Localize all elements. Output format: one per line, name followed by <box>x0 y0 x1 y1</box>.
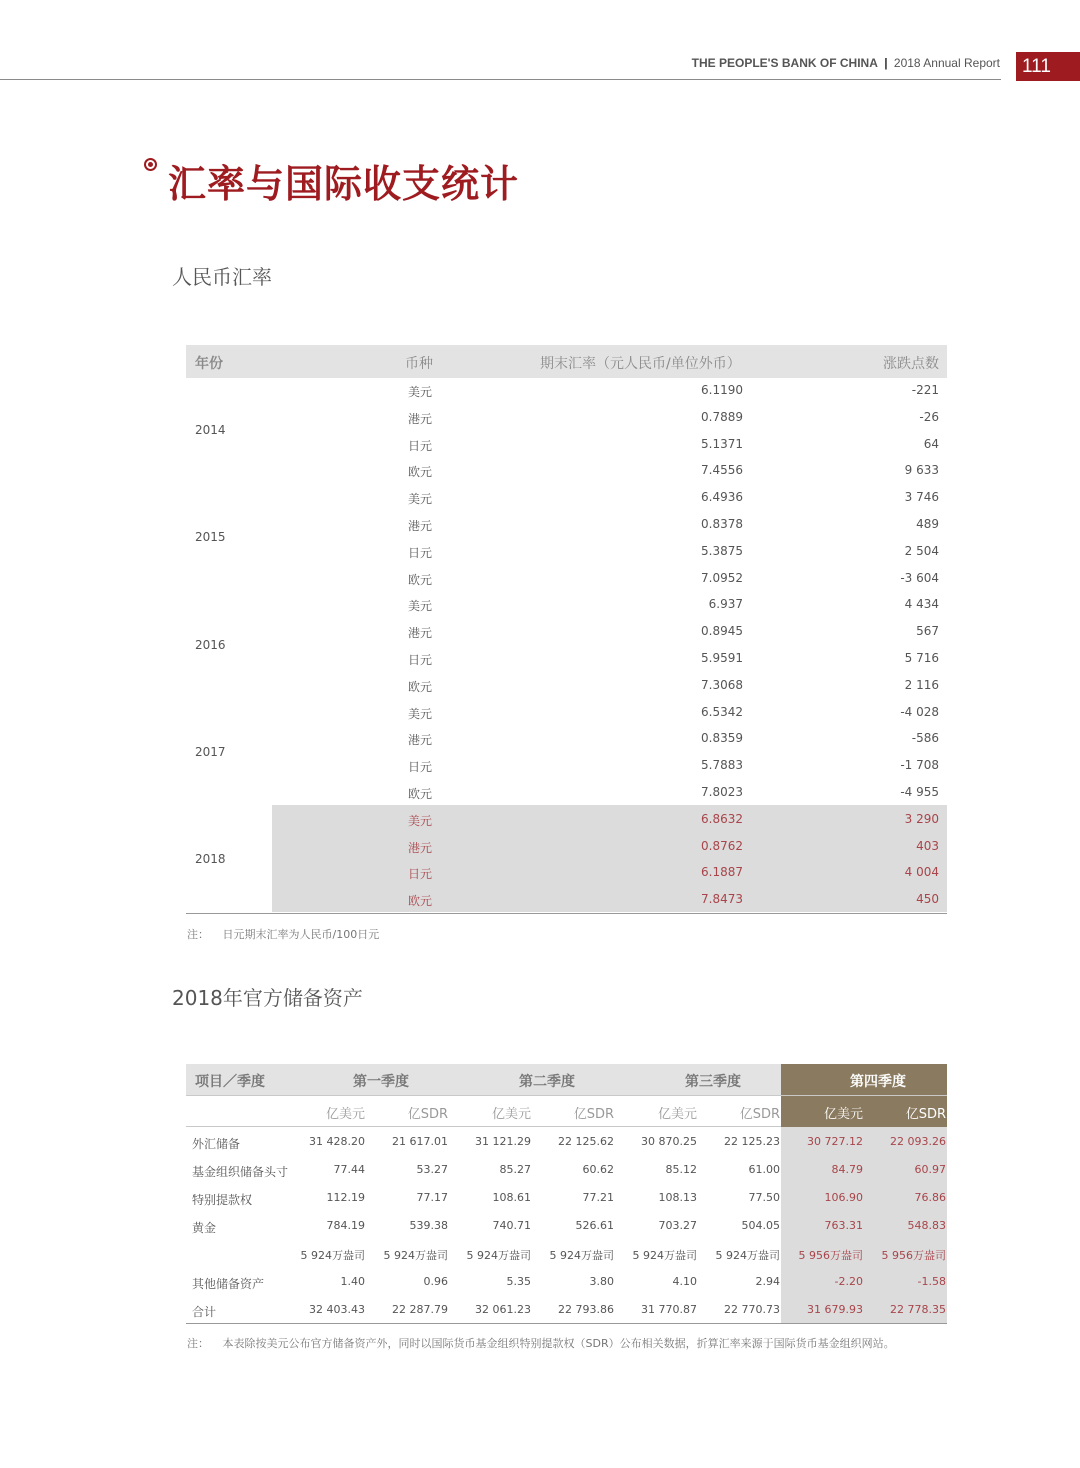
row-label: 特别提款权 <box>192 1193 253 1207</box>
year-cell: 2016 <box>195 637 226 652</box>
change-cell: -26 <box>919 409 939 424</box>
rate-cell: 6.4936 <box>701 490 743 505</box>
currency-cell: 日元 <box>408 760 433 775</box>
change-cell: 5 716 <box>904 651 939 665</box>
currency-cell: 美元 <box>408 599 433 614</box>
change-cell: -3 604 <box>900 570 939 585</box>
currency-cell: 欧元 <box>408 572 433 587</box>
value-cell: 1.40 <box>340 1275 365 1288</box>
value-cell: 77.21 <box>582 1191 614 1204</box>
value-cell: 22 125.62 <box>558 1135 614 1148</box>
unit-header: 亿SDR <box>407 1107 448 1122</box>
change-cell: 489 <box>916 517 939 531</box>
change-cell: 2 504 <box>904 543 939 558</box>
section-title-reserves: 2018年官方储备资产 <box>172 986 363 1010</box>
quarter-header: 第三季度 <box>685 1074 741 1090</box>
value-cell: 5 924万盎司 <box>549 1249 614 1262</box>
value-cell: 5.35 <box>506 1275 531 1288</box>
value-cell: 77.44 <box>333 1163 365 1176</box>
row-label: 其他储备资产 <box>192 1277 265 1291</box>
title-bullet-icon <box>144 158 157 171</box>
value-cell: 5 956万盎司 <box>798 1249 863 1262</box>
value-cell: 22 778.35 <box>890 1303 946 1316</box>
currency-cell: 欧元 <box>408 465 433 480</box>
rate-cell: 5.1371 <box>701 436 743 451</box>
header-report: 2018 Annual Report <box>893 56 1000 70</box>
currency-cell: 欧元 <box>408 787 433 801</box>
header-rule <box>0 79 1001 80</box>
value-cell: 4.10 <box>672 1275 697 1288</box>
quarter-header: 第二季度 <box>519 1074 575 1090</box>
rate-cell: 0.8359 <box>701 731 743 746</box>
col-header-currency: 币种 <box>405 356 433 372</box>
change-cell: 9 633 <box>904 463 939 478</box>
rate-cell: 6.5342 <box>701 704 743 719</box>
unit-header: 亿美元 <box>325 1107 365 1122</box>
year-cell: 2015 <box>195 530 226 545</box>
value-cell: 2.94 <box>755 1275 780 1288</box>
currency-cell: 日元 <box>408 867 433 882</box>
rate-cell: 0.7889 <box>701 409 743 424</box>
highlight-2018 <box>272 805 947 912</box>
rate-cell: 7.8023 <box>701 785 743 799</box>
value-cell: 740.71 <box>492 1219 531 1232</box>
page-number: 111 <box>1016 52 1080 81</box>
note-text: 日元期末汇率为人民币/100日元 <box>222 928 380 941</box>
row-label: 合计 <box>192 1305 217 1319</box>
value-cell: 108.61 <box>492 1191 531 1204</box>
value-cell: 5 956万盎司 <box>881 1249 946 1262</box>
year-cell: 2018 <box>195 852 226 866</box>
quarter-header: 第四季度 <box>850 1074 906 1090</box>
col-header-year: 年份 <box>195 356 223 372</box>
value-cell: 76.86 <box>914 1191 946 1204</box>
currency-cell: 美元 <box>408 813 433 828</box>
table-body <box>186 378 947 914</box>
quarter-header: 第一季度 <box>353 1074 409 1090</box>
value-cell: 31 428.20 <box>309 1135 365 1148</box>
value-cell: 539.38 <box>409 1219 448 1232</box>
currency-cell: 美元 <box>408 706 433 721</box>
value-cell: -2.20 <box>834 1275 863 1288</box>
running-header <box>692 56 1000 70</box>
col-header-change: 涨跌点数 <box>883 356 939 372</box>
value-cell: -1.58 <box>917 1275 946 1288</box>
value-cell: 60.62 <box>582 1163 614 1176</box>
table-note-1 <box>187 926 379 942</box>
value-cell: 53.27 <box>416 1163 448 1176</box>
change-cell: 567 <box>916 624 939 639</box>
value-cell: 61.00 <box>748 1163 780 1176</box>
value-cell: 548.83 <box>907 1219 946 1232</box>
rmb-rate-table <box>186 345 947 914</box>
value-cell: 5 924万盎司 <box>300 1249 365 1262</box>
value-cell: 22 125.23 <box>724 1135 780 1148</box>
rate-cell: 7.4556 <box>701 463 743 478</box>
value-cell: 77.50 <box>748 1191 780 1204</box>
rate-cell: 5.7883 <box>701 758 743 773</box>
change-cell: 64 <box>923 436 939 451</box>
unit-header: 亿美元 <box>657 1107 697 1122</box>
value-cell: 32 403.43 <box>309 1303 365 1316</box>
value-cell: 21 617.01 <box>392 1135 448 1148</box>
unit-header: 亿SDR <box>905 1107 946 1122</box>
value-cell: 784.19 <box>326 1219 365 1232</box>
change-cell: 3 746 <box>904 490 939 505</box>
value-cell: 60.97 <box>914 1163 946 1176</box>
change-cell: -4 028 <box>900 704 939 719</box>
page-title: 汇率与国际收支统计 <box>168 162 520 206</box>
rate-cell: 5.3875 <box>701 543 743 558</box>
change-cell: -221 <box>911 383 939 397</box>
value-cell: 526.61 <box>575 1219 614 1232</box>
value-cell: 0.96 <box>423 1275 448 1288</box>
value-cell: 112.19 <box>326 1191 365 1204</box>
unit-header: 亿美元 <box>491 1107 531 1122</box>
table-note-2 <box>187 1335 895 1351</box>
note-label: 注： <box>187 928 209 941</box>
year-cell: 2014 <box>195 423 226 438</box>
col-header-item: 项目／季度 <box>195 1074 265 1090</box>
change-cell: 4 004 <box>904 865 939 880</box>
row-label: 外汇储备 <box>192 1137 241 1151</box>
value-cell: 3.80 <box>589 1275 614 1288</box>
unit-header-row <box>186 1095 947 1127</box>
value-cell: 22 770.73 <box>724 1303 780 1316</box>
change-cell: -586 <box>911 731 939 746</box>
currency-cell: 港元 <box>408 626 433 641</box>
value-cell: 763.31 <box>824 1219 863 1232</box>
reserve-assets-table <box>186 1064 947 1324</box>
row-label: 黄金 <box>192 1221 217 1235</box>
currency-cell: 港元 <box>408 733 433 748</box>
value-cell: 31 679.93 <box>807 1303 863 1316</box>
unit-header: 亿SDR <box>739 1107 780 1122</box>
value-cell: 22 793.86 <box>558 1303 614 1316</box>
rate-cell: 6.1887 <box>701 865 743 880</box>
change-cell: 2 116 <box>904 677 939 692</box>
change-cell: 450 <box>916 892 939 907</box>
value-cell: 22 093.26 <box>890 1135 946 1148</box>
value-cell: 30 870.25 <box>641 1135 697 1148</box>
rate-cell: 0.8762 <box>701 838 743 853</box>
value-cell: 32 061.23 <box>475 1303 531 1316</box>
value-cell: 5 924万盎司 <box>632 1249 697 1262</box>
unit-header: 亿美元 <box>823 1107 863 1122</box>
value-cell: 85.12 <box>665 1163 697 1176</box>
value-cell: 703.27 <box>658 1219 697 1232</box>
value-cell: 84.79 <box>831 1163 863 1176</box>
currency-cell: 美元 <box>408 492 433 507</box>
value-cell: 5 924万盎司 <box>715 1249 780 1262</box>
currency-cell: 日元 <box>408 545 433 560</box>
value-cell: 108.13 <box>658 1191 697 1204</box>
note-label: 注： <box>187 1337 209 1350</box>
value-cell: 31 121.29 <box>475 1135 531 1148</box>
header-org: THE PEOPLE'S BANK OF CHINA <box>691 56 878 70</box>
currency-cell: 日元 <box>408 653 433 667</box>
change-cell: -1 708 <box>900 758 939 773</box>
rate-cell: 6.937 <box>708 597 743 612</box>
currency-cell: 欧元 <box>408 894 433 909</box>
row-label: 基金组织储备头寸 <box>192 1165 289 1179</box>
section-title-rmb-rate: 人民币汇率 <box>172 265 272 289</box>
value-cell: 31 770.87 <box>641 1303 697 1316</box>
note-text: 本表除按美元公布官方储备资产外，同时以国际货币基金组织特别提款权（SDR）公布相关数据，折算汇率来源于国际货币基金组织网站。 <box>222 1337 895 1350</box>
currency-cell: 港元 <box>408 411 433 426</box>
change-cell: -4 955 <box>900 785 939 799</box>
value-cell: 5 924万盎司 <box>383 1249 448 1262</box>
currency-cell: 日元 <box>408 438 433 453</box>
currency-cell: 港元 <box>408 840 433 855</box>
currency-cell: 港元 <box>408 519 433 533</box>
rate-cell: 0.8945 <box>701 624 743 639</box>
table-header-row <box>186 345 947 378</box>
quarter-header-row <box>186 1064 947 1095</box>
rate-cell: 6.8632 <box>701 811 743 826</box>
value-cell: 22 287.79 <box>392 1303 448 1316</box>
year-cell: 2017 <box>195 744 226 759</box>
header-separator: | <box>884 56 888 70</box>
unit-header: 亿SDR <box>573 1107 614 1122</box>
rate-cell: 0.8378 <box>701 517 743 531</box>
currency-cell: 欧元 <box>408 679 433 694</box>
change-cell: 403 <box>916 838 939 853</box>
value-cell: 5 924万盎司 <box>466 1249 531 1262</box>
rate-cell: 7.3068 <box>701 677 743 692</box>
change-cell: 4 434 <box>904 597 939 612</box>
currency-cell: 美元 <box>408 385 433 399</box>
change-cell: 3 290 <box>904 811 939 826</box>
table-body <box>186 1127 947 1324</box>
rate-cell: 6.1190 <box>701 383 743 397</box>
value-cell: 77.17 <box>416 1191 448 1204</box>
col-header-rate: 期末汇率（元人民币/单位外币） <box>540 356 741 372</box>
rate-cell: 7.8473 <box>701 892 743 907</box>
value-cell: 106.90 <box>824 1191 863 1204</box>
rate-cell: 5.9591 <box>701 651 743 665</box>
rate-cell: 7.0952 <box>701 570 743 585</box>
value-cell: 504.05 <box>741 1219 780 1232</box>
value-cell: 85.27 <box>499 1163 531 1176</box>
value-cell: 30 727.12 <box>807 1135 863 1148</box>
